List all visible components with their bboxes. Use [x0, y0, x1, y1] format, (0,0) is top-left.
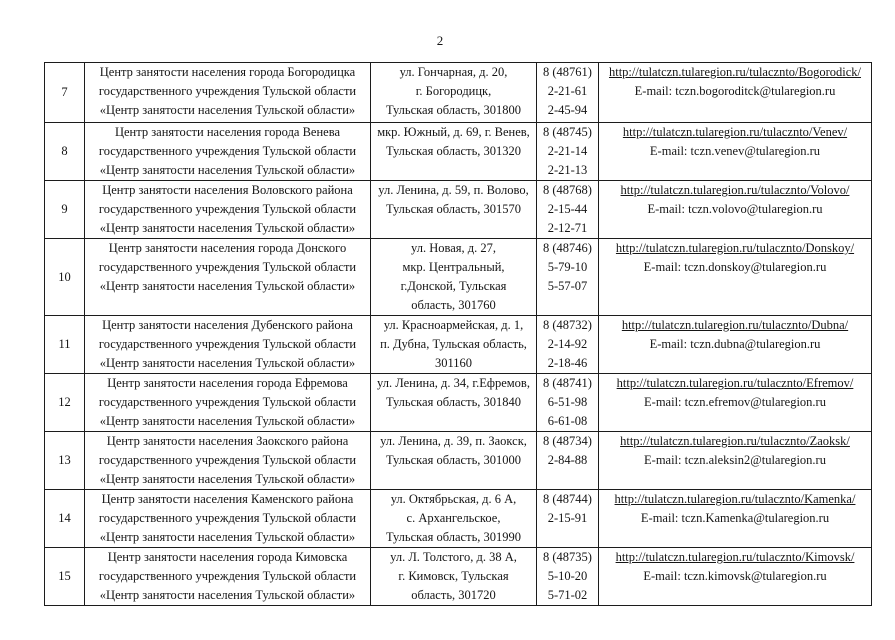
- center-name-cell: [85, 548, 371, 606]
- address-line: ул. Новая, д. 27,: [411, 241, 496, 255]
- phone-line: 5-10-20: [547, 569, 588, 583]
- address-line: ул. Ленина, д. 34, г.Ефремов,: [377, 376, 530, 390]
- phone-cell: [537, 181, 599, 239]
- phone-line: 5-57-07: [547, 279, 588, 293]
- address-line: г. Кимовск, Тульская: [398, 569, 509, 583]
- center-name-line: Центр занятости населения города Богородицка: [99, 65, 356, 79]
- address-line: Тульская область, 301800: [385, 103, 522, 117]
- address-line: мкр. Центральный,: [402, 260, 505, 274]
- website-link[interactable]: http://tulatczn.tularegion.ru/tulacznto/Kimovsk/: [615, 550, 855, 564]
- email: E-mail: tczn.efremov@tularegion.ru: [644, 395, 826, 409]
- phone-line: 8 (48732): [543, 318, 592, 332]
- row-number: 15: [58, 569, 71, 583]
- website-link[interactable]: http://tulatczn.tularegion.ru/tulacznto/Venev/: [622, 125, 848, 139]
- phone-line: 8 (48734): [543, 434, 592, 448]
- phone-line: 2-21-13: [547, 163, 588, 177]
- email: E-mail: tczn.Kamenka@tularegion.ru: [640, 511, 830, 525]
- row-number-cell: [45, 63, 85, 123]
- address-line: область, 301720: [411, 588, 496, 602]
- center-name-line: государственного учреждения Тульской области: [98, 84, 357, 98]
- address-cell: [371, 548, 537, 606]
- page-number: 2: [436, 33, 444, 48]
- row-number: 14: [58, 511, 71, 525]
- center-name-line: Центр занятости населения города Донского: [108, 241, 347, 255]
- address-cell: [371, 123, 537, 181]
- center-name-line: государственного учреждения Тульской области: [98, 569, 357, 583]
- center-name-line: «Центр занятости населения Тульской области»: [99, 472, 356, 486]
- contacts-cell: [599, 374, 872, 432]
- address-cell: [371, 63, 537, 123]
- row-number: 7: [61, 85, 68, 99]
- phone-line: 6-61-08: [547, 414, 588, 428]
- table-row: [45, 181, 872, 239]
- center-name-line: «Центр занятости населения Тульской области»: [99, 103, 356, 117]
- center-name-line: Центр занятости населения Дубенского района: [102, 318, 353, 332]
- center-name-cell: [85, 63, 371, 123]
- center-name-line: «Центр занятости населения Тульской области»: [99, 163, 356, 177]
- contacts-cell: [599, 490, 872, 548]
- center-name-line: «Центр занятости населения Тульской области»: [99, 588, 356, 602]
- phone-line: 8 (48735): [543, 550, 592, 564]
- address-line: Тульская область, 301840: [385, 395, 522, 409]
- website-link[interactable]: http://tulatczn.tularegion.ru/tulacznto/Efremov/: [616, 376, 854, 390]
- email: E-mail: tczn.dubna@tularegion.ru: [649, 337, 821, 351]
- row-number-cell: [45, 432, 85, 490]
- contacts-cell: [599, 181, 872, 239]
- contacts-cell: [599, 548, 872, 606]
- address-cell: [371, 181, 537, 239]
- email: E-mail: tczn.aleksin2@tularegion.ru: [644, 453, 826, 467]
- row-number-cell: [45, 123, 85, 181]
- contacts-cell: [599, 239, 872, 316]
- table-row: [45, 374, 872, 432]
- phone-line: 2-18-46: [547, 356, 588, 370]
- address-line: Тульская область, 301570: [385, 202, 522, 216]
- address-line: п. Дубна, Тульская область,: [380, 337, 527, 351]
- address-line: ул. Ленина, д. 39, п. Заокск,: [380, 434, 527, 448]
- phone-line: 2-15-91: [547, 511, 588, 525]
- phone-line: 8 (48768): [543, 183, 592, 197]
- center-name-line: Центр занятости населения Каменского района: [101, 492, 354, 506]
- address-cell: [371, 374, 537, 432]
- address-line: Тульская область, 301000: [385, 453, 522, 467]
- contacts-cell: [599, 316, 872, 374]
- email: E-mail: tczn.venev@tularegion.ru: [649, 144, 821, 158]
- table-row: [45, 432, 872, 490]
- address-line: 301160: [434, 356, 473, 370]
- address-cell: [371, 316, 537, 374]
- phone-line: 2-14-92: [547, 337, 588, 351]
- phone-cell: [537, 316, 599, 374]
- table-row: [45, 123, 872, 181]
- center-name-line: государственного учреждения Тульской области: [98, 395, 357, 409]
- phone-line: 5-71-02: [547, 588, 588, 602]
- table-row: [45, 63, 872, 123]
- address-cell: [371, 239, 537, 316]
- row-number-cell: [45, 181, 85, 239]
- center-name-line: «Центр занятости населения Тульской области»: [99, 414, 356, 428]
- address-line: ул. Октябрьская, д. 6 А,: [390, 492, 517, 506]
- phone-line: 2-84-88: [547, 453, 588, 467]
- address-line: ул. Красноармейская, д. 1,: [383, 318, 524, 332]
- employment-centers-table: [44, 62, 872, 606]
- email: E-mail: tczn.donskoy@tularegion.ru: [643, 260, 827, 274]
- phone-cell: [537, 63, 599, 123]
- table-row: [45, 548, 872, 606]
- row-number: 10: [58, 269, 71, 284]
- website-link[interactable]: http://tulatczn.tularegion.ru/tulacznto/Bogorodick/: [608, 65, 862, 79]
- phone-line: 2-45-94: [547, 103, 588, 117]
- center-name-line: Центр занятости населения Воловского района: [102, 183, 353, 197]
- phone-line: 8 (48741): [543, 376, 592, 390]
- center-name-cell: [85, 181, 371, 239]
- address-line: г. Богородицк,: [415, 84, 492, 98]
- phone-line: 8 (48745): [543, 125, 592, 139]
- address-line: ул. Л. Толстого, д. 38 А,: [390, 550, 517, 564]
- email: E-mail: tczn.kimovsk@tularegion.ru: [643, 569, 827, 583]
- center-name-line: государственного учреждения Тульской области: [98, 202, 357, 216]
- row-number: 11: [58, 337, 71, 351]
- center-name-cell: [85, 316, 371, 374]
- website-link[interactable]: http://tulatczn.tularegion.ru/tulacznto/Donskoy/: [615, 241, 855, 255]
- center-name-line: государственного учреждения Тульской области: [98, 453, 357, 467]
- address-line: ул. Ленина, д. 59, п. Волово,: [378, 183, 529, 197]
- address-line: мкр. Южный, д. 69, г. Венев,: [377, 125, 530, 139]
- address-line: Тульская область, 301320: [385, 144, 522, 158]
- table-row: [45, 490, 872, 548]
- phone-line: 5-79-10: [547, 260, 588, 274]
- center-name-line: Центр занятости населения города Кимовска: [107, 550, 348, 564]
- website-link[interactable]: http://tulatczn.tularegion.ru/tulacznto/Volovo/: [620, 183, 850, 197]
- table-body: [45, 63, 872, 606]
- center-name-line: «Центр занятости населения Тульской области»: [99, 279, 356, 293]
- row-number: 12: [58, 395, 71, 409]
- center-name-line: государственного учреждения Тульской области: [98, 260, 357, 274]
- phone-cell: [537, 239, 599, 316]
- phone-cell: [537, 548, 599, 606]
- center-name-line: Центр занятости населения города Венева: [114, 125, 341, 139]
- center-name-cell: [85, 490, 371, 548]
- row-number-cell: [45, 490, 85, 548]
- center-name-line: государственного учреждения Тульской области: [98, 144, 357, 158]
- address-line: Тульская область, 301990: [385, 530, 522, 544]
- row-number-cell: [45, 374, 85, 432]
- phone-line: 2-21-14: [547, 144, 588, 158]
- center-name-line: государственного учреждения Тульской области: [98, 337, 357, 351]
- phone-line: 2-15-44: [547, 202, 588, 216]
- phone-cell: [537, 374, 599, 432]
- center-name-cell: [85, 123, 371, 181]
- email: E-mail: tczn.bogoroditck@tularegion.ru: [634, 84, 836, 98]
- website-link[interactable]: http://tulatczn.tularegion.ru/tulacznto/Zaoksk/: [620, 434, 850, 448]
- website-link[interactable]: http://tulatczn.tularegion.ru/tulacznto/Kamenka/: [614, 492, 856, 506]
- phone-cell: [537, 123, 599, 181]
- contacts-cell: [599, 432, 872, 490]
- row-number: 9: [61, 202, 68, 216]
- phone-line: 8 (48761): [543, 65, 592, 79]
- row-number: 8: [61, 144, 68, 158]
- row-number-cell: [45, 548, 85, 606]
- phone-line: 8 (48746): [543, 241, 592, 255]
- phone-cell: [537, 490, 599, 548]
- website-link[interactable]: http://tulatczn.tularegion.ru/tulacznto/Dubna/: [621, 318, 849, 332]
- address-cell: [371, 490, 537, 548]
- address-line: г.Донской, Тульская: [400, 279, 507, 293]
- center-name-cell: [85, 432, 371, 490]
- address-line: область, 301760: [411, 298, 496, 312]
- table-row: [45, 239, 872, 316]
- address-line: с. Архангельское,: [406, 511, 501, 525]
- center-name-line: государственного учреждения Тульской области: [98, 511, 357, 525]
- address-line: ул. Гончарная, д. 20,: [399, 65, 508, 79]
- phone-line: 8 (48744): [543, 492, 592, 506]
- contacts-cell: [599, 63, 872, 123]
- phone-line: 2-12-71: [547, 221, 588, 235]
- center-name-cell: [85, 239, 371, 316]
- row-number: 13: [58, 453, 71, 467]
- table-row: [45, 316, 872, 374]
- phone-line: 6-51-98: [547, 395, 588, 409]
- center-name-line: «Центр занятости населения Тульской области»: [99, 221, 356, 235]
- row-number-cell: [45, 239, 85, 316]
- center-name-line: «Центр занятости населения Тульской области»: [99, 530, 356, 544]
- center-name-line: Центр занятости населения Заокского района: [106, 434, 349, 448]
- row-number-cell: [45, 316, 85, 374]
- address-cell: [371, 432, 537, 490]
- center-name-line: Центр занятости населения города Ефремова: [107, 376, 348, 390]
- phone-line: 2-21-61: [547, 84, 588, 98]
- center-name-cell: [85, 374, 371, 432]
- contacts-cell: [599, 123, 872, 181]
- email: E-mail: tczn.volovo@tularegion.ru: [647, 202, 823, 216]
- center-name-line: «Центр занятости населения Тульской области»: [99, 356, 356, 370]
- phone-cell: [537, 432, 599, 490]
